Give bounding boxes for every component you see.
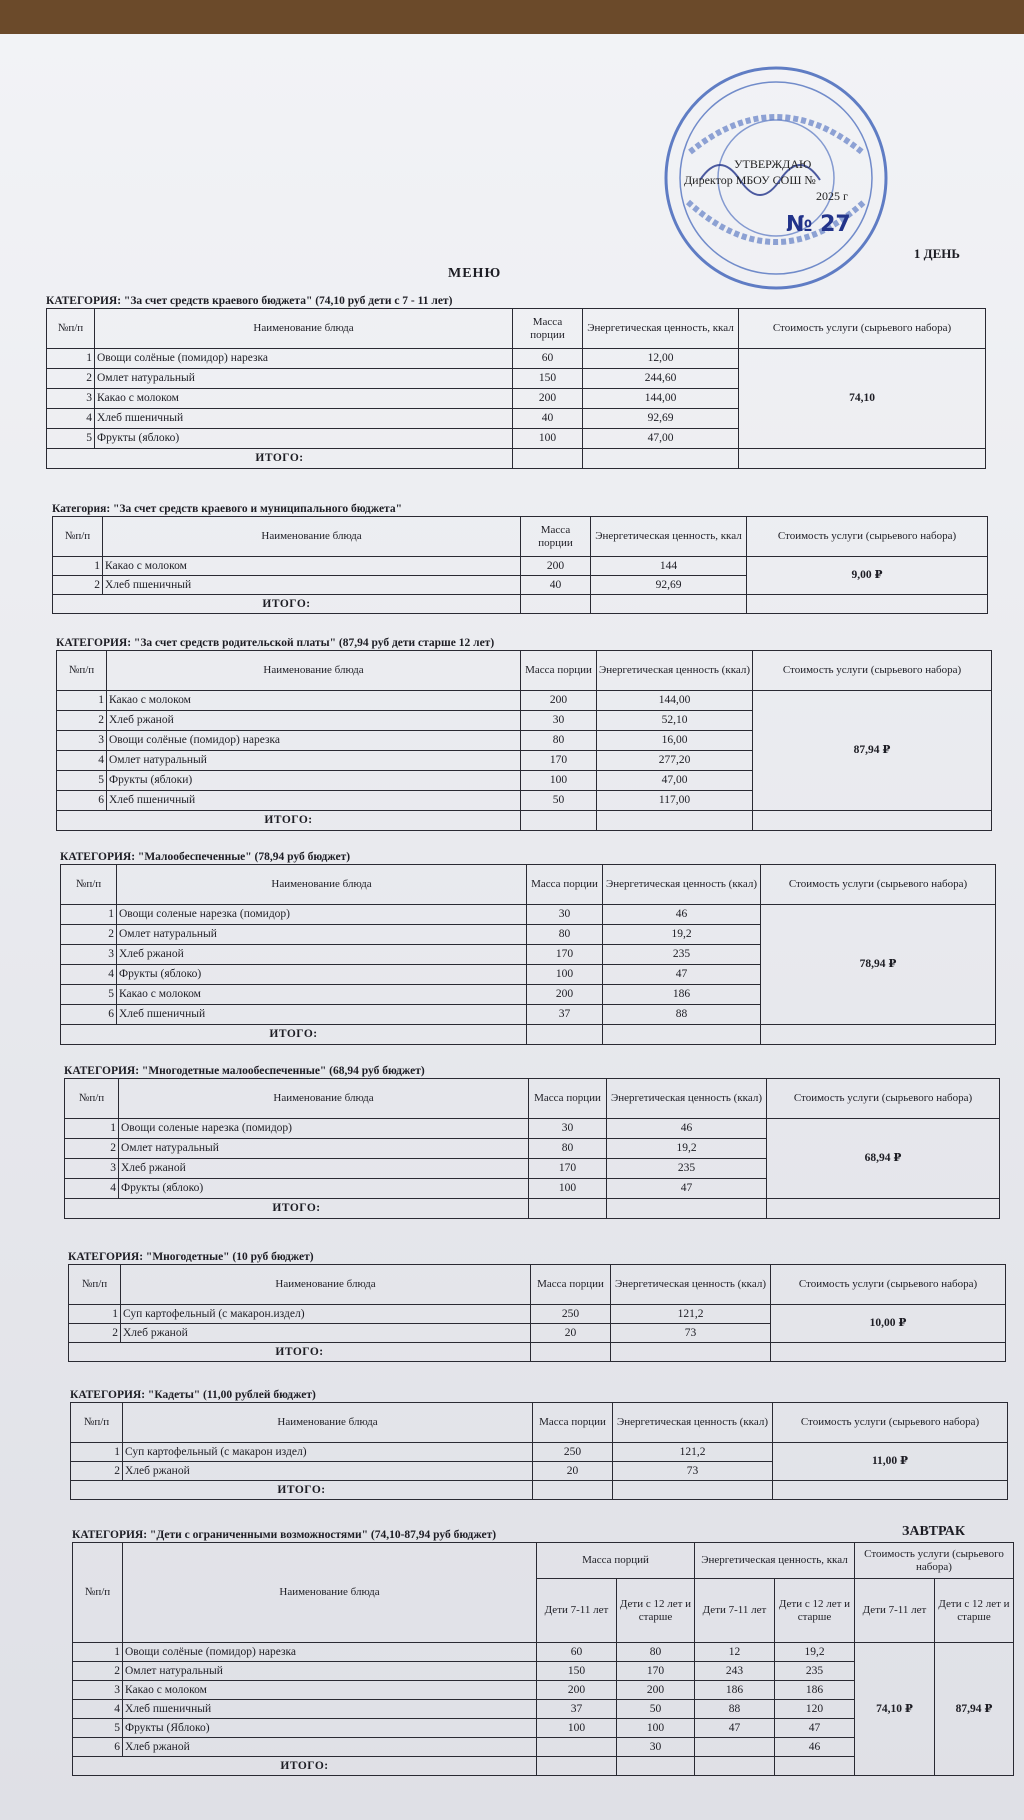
kcal-young <box>695 1738 775 1757</box>
row-num: 3 <box>65 1159 119 1179</box>
itogo-row <box>65 1199 1000 1219</box>
dish-name: Суп картофельный (с макарон.издел) <box>121 1305 531 1324</box>
mass-young: 200 <box>537 1681 617 1700</box>
row-num: 4 <box>61 965 117 985</box>
table-row <box>65 1119 1000 1139</box>
category-title: КАТЕГОРИЯ: "Малообеспеченные" (78,94 руб бюджет) <box>60 851 351 863</box>
col-num: №п/п <box>71 1403 123 1443</box>
dish-name: Какао с молоком <box>103 557 521 576</box>
kcal-old: 46 <box>775 1738 855 1757</box>
col-energy: Энергетическая ценность (ккал) <box>613 1403 773 1443</box>
category-title: КАТЕГОРИЯ: "За счет средств краевого бюджета" (74,10 руб дети с 7 - 11 лет) <box>46 295 453 307</box>
dish-mass: 40 <box>521 576 591 595</box>
dish-mass: 30 <box>529 1119 607 1139</box>
mass-young: 60 <box>537 1643 617 1662</box>
stamp-number: № 27 <box>786 212 851 237</box>
section-cat7 <box>70 1388 1008 1500</box>
col-num: №п/п <box>47 309 95 349</box>
table-row <box>57 691 992 711</box>
dish-name: Хлеб ржаной <box>123 1462 533 1481</box>
category-title: Категория: "За счет средств краевого и муниципального бюджета" <box>52 503 402 515</box>
col-num: №п/п <box>57 651 107 691</box>
row-num: 5 <box>73 1719 123 1738</box>
dish-mass: 170 <box>529 1159 607 1179</box>
col-old: Дети с 12 лет и старше <box>775 1579 855 1643</box>
dish-name: Какао с молоком <box>117 985 527 1005</box>
dish-mass: 100 <box>521 771 597 791</box>
table-row <box>71 1443 1008 1462</box>
mass-young: 37 <box>537 1700 617 1719</box>
col-cost: Стоимость услуги (сырьевого набора) <box>773 1403 1008 1443</box>
itogo-label: ИТОГО: <box>69 1343 531 1362</box>
dish-name: Хлеб ржаной <box>107 711 521 731</box>
itogo-label: ИТОГО: <box>73 1757 537 1776</box>
dish-name: Омлет натуральный <box>119 1139 529 1159</box>
itogo-row <box>57 811 992 831</box>
table-row <box>73 1643 1014 1662</box>
dish-mass: 250 <box>533 1443 613 1462</box>
dish-mass: 250 <box>531 1305 611 1324</box>
dish-mass: 150 <box>513 369 583 389</box>
category-title: КАТЕГОРИЯ: "Многодетные" (10 руб бюджет) <box>68 1251 314 1263</box>
col-name: Наименование блюда <box>107 651 521 691</box>
dish-mass: 20 <box>531 1324 611 1343</box>
section-cat8 <box>72 1528 1014 1776</box>
dish-name: Хлеб ржаной <box>117 945 527 965</box>
dish-kcal: 47,00 <box>583 429 739 449</box>
dish-kcal: 92,69 <box>591 576 747 595</box>
dish-name: Овощи соленые нарезка (помидор) <box>117 905 527 925</box>
dish-name: Овощи соленые нарезка (помидор) <box>119 1119 529 1139</box>
mass-young: 150 <box>537 1662 617 1681</box>
table-row <box>47 349 986 369</box>
col-cost: Стоимость услуги (сырьевого набора) <box>747 517 988 557</box>
mass-old: 200 <box>617 1681 695 1700</box>
row-num: 5 <box>47 429 95 449</box>
dish-kcal: 46 <box>607 1119 767 1139</box>
row-num: 1 <box>47 349 95 369</box>
dish-mass: 80 <box>529 1139 607 1159</box>
dish-kcal: 235 <box>607 1159 767 1179</box>
col-mass: Масса порции <box>521 651 597 691</box>
section-cat6 <box>68 1250 1006 1362</box>
itogo-row <box>69 1343 1006 1362</box>
dish-mass: 30 <box>527 905 603 925</box>
dish-name: Хлеб ржаной <box>121 1324 531 1343</box>
itogo-row <box>47 449 986 469</box>
dish-mass: 100 <box>513 429 583 449</box>
kcal-young: 186 <box>695 1681 775 1700</box>
section-cat5 <box>64 1064 1000 1219</box>
kcal-young: 88 <box>695 1700 775 1719</box>
itogo-row <box>71 1481 1008 1500</box>
col-num: №п/п <box>65 1079 119 1119</box>
col-name: Наименование блюда <box>121 1265 531 1305</box>
dish-kcal: 88 <box>603 1005 761 1025</box>
menu-table <box>64 1078 1000 1219</box>
dish-name: Фрукты (Яблоко) <box>123 1719 537 1738</box>
day-label: 1 ДЕНЬ <box>913 246 960 261</box>
dish-name: Овощи солёные (помидор) нарезка <box>95 349 513 369</box>
row-num: 6 <box>73 1738 123 1757</box>
approve-label: УТВЕРЖДАЮ <box>734 157 812 171</box>
row-num: 3 <box>47 389 95 409</box>
row-num: 3 <box>57 731 107 751</box>
dish-mass: 20 <box>533 1462 613 1481</box>
dish-kcal: 73 <box>613 1462 773 1481</box>
dish-name: Омлет натуральный <box>107 751 521 771</box>
menu-table <box>60 864 996 1045</box>
menu-table <box>70 1402 1008 1500</box>
dish-kcal: 144,00 <box>583 389 739 409</box>
dish-kcal: 277,20 <box>597 751 753 771</box>
row-num: 2 <box>65 1139 119 1159</box>
table-row <box>53 557 988 576</box>
price: 78,94 ₽ <box>761 905 996 1025</box>
menu-table <box>72 1542 1014 1776</box>
dish-mass: 170 <box>527 945 603 965</box>
row-num: 1 <box>65 1119 119 1139</box>
col-name: Наименование блюда <box>123 1543 537 1643</box>
col-energy: Энергетическая ценность, ккал <box>695 1543 855 1579</box>
dish-mass: 37 <box>527 1005 603 1025</box>
dish-kcal: 117,00 <box>597 791 753 811</box>
col-old: Дети с 12 лет и старше <box>935 1579 1014 1643</box>
menu-table <box>56 650 992 831</box>
itogo-label: ИТОГО: <box>57 811 521 831</box>
col-mass: Масса порции <box>531 1265 611 1305</box>
itogo-label: ИТОГО: <box>65 1199 529 1219</box>
col-num: №п/п <box>53 517 103 557</box>
dish-name: Фрукты (яблоко) <box>117 965 527 985</box>
kcal-young: 243 <box>695 1662 775 1681</box>
dish-kcal: 73 <box>611 1324 771 1343</box>
mass-old: 50 <box>617 1700 695 1719</box>
table-row <box>61 905 996 925</box>
dish-name: Хлеб пшеничный <box>107 791 521 811</box>
dish-mass: 40 <box>513 409 583 429</box>
row-num: 4 <box>57 751 107 771</box>
row-num: 3 <box>61 945 117 965</box>
row-num: 1 <box>71 1443 123 1462</box>
kcal-old: 19,2 <box>775 1643 855 1662</box>
row-num: 1 <box>73 1643 123 1662</box>
dish-mass: 100 <box>529 1179 607 1199</box>
price: 87,94 ₽ <box>753 691 992 811</box>
price-old: 87,94 ₽ <box>935 1643 1014 1776</box>
col-name: Наименование блюда <box>119 1079 529 1119</box>
col-cost: Стоимость услуги (сырьевого набора) <box>767 1079 1000 1119</box>
dish-kcal: 19,2 <box>607 1139 767 1159</box>
dish-mass: 170 <box>521 751 597 771</box>
section-cat3 <box>56 636 992 831</box>
dish-mass: 200 <box>513 389 583 409</box>
dish-kcal: 19,2 <box>603 925 761 945</box>
col-mass: Масса порции <box>513 309 583 349</box>
section-cat1 <box>46 294 986 469</box>
approval-block <box>680 156 900 204</box>
itogo-row <box>53 595 988 614</box>
row-num: 5 <box>61 985 117 1005</box>
row-num: 2 <box>71 1462 123 1481</box>
itogo-label: ИТОГО: <box>47 449 513 469</box>
itogo-label: ИТОГО: <box>53 595 521 614</box>
dish-mass: 50 <box>521 791 597 811</box>
row-num: 3 <box>73 1681 123 1700</box>
dish-name: Хлеб ржаной <box>123 1738 537 1757</box>
row-num: 1 <box>57 691 107 711</box>
col-energy: Энергетическая ценность, ккал <box>583 309 739 349</box>
menu-table <box>46 308 986 469</box>
col-energy: Энергетическая ценность (ккал) <box>607 1079 767 1119</box>
col-mass: Масса порции <box>533 1403 613 1443</box>
dish-name: Какао с молоком <box>123 1681 537 1700</box>
row-num: 2 <box>47 369 95 389</box>
meal-label: ЗАВТРАК <box>902 1524 966 1539</box>
row-num: 4 <box>73 1700 123 1719</box>
dish-mass: 80 <box>521 731 597 751</box>
mass-young: 100 <box>537 1719 617 1738</box>
col-name: Наименование блюда <box>103 517 521 557</box>
dish-kcal: 12,00 <box>583 349 739 369</box>
price: 74,10 <box>739 349 986 449</box>
approve-director: Директор МБОУ СОШ № <box>684 173 816 187</box>
kcal-old: 235 <box>775 1662 855 1681</box>
price-young: 74,10 ₽ <box>855 1643 935 1776</box>
price: 9,00 ₽ <box>747 557 988 595</box>
dish-name: Какао с молоком <box>95 389 513 409</box>
dish-mass: 200 <box>521 557 591 576</box>
dish-mass: 60 <box>513 349 583 369</box>
dish-kcal: 47,00 <box>597 771 753 791</box>
dish-mass: 80 <box>527 925 603 945</box>
row-num: 2 <box>69 1324 121 1343</box>
row-num: 4 <box>47 409 95 429</box>
category-title: КАТЕГОРИЯ: "Дети с ограниченными возможностями" (74,10-87,94 руб бюджет) <box>72 1529 497 1541</box>
kcal-young: 12 <box>695 1643 775 1662</box>
category-title: КАТЕГОРИЯ: "За счет средств родительской платы" (87,94 руб дети старше 12 лет) <box>56 637 495 649</box>
dish-name: Суп картофельный (с макарон издел) <box>123 1443 533 1462</box>
category-title: КАТЕГОРИЯ: "Кадеты" (11,00 рублей бюджет) <box>70 1389 316 1401</box>
row-num: 1 <box>69 1305 121 1324</box>
dish-name: Хлеб пшеничный <box>103 576 521 595</box>
dish-kcal: 47 <box>603 965 761 985</box>
itogo-row <box>61 1025 996 1045</box>
dish-name: Хлеб ржаной <box>119 1159 529 1179</box>
col-energy: Энергетическая ценность (ккал) <box>611 1265 771 1305</box>
dish-kcal: 144,00 <box>597 691 753 711</box>
dish-kcal: 16,00 <box>597 731 753 751</box>
col-energy: Энергетическая ценность (ккал) <box>603 865 761 905</box>
col-young: Дети 7-11 лет <box>695 1579 775 1643</box>
dish-name: Омлет натуральный <box>95 369 513 389</box>
mass-young <box>537 1738 617 1757</box>
row-num: 2 <box>73 1662 123 1681</box>
dish-name: Омлет натуральный <box>123 1662 537 1681</box>
col-name: Наименование блюда <box>123 1403 533 1443</box>
row-num: 1 <box>61 905 117 925</box>
dish-name: Фрукты (яблоко) <box>95 429 513 449</box>
mass-old: 100 <box>617 1719 695 1738</box>
itogo-label: ИТОГО: <box>71 1481 533 1500</box>
col-num: №п/п <box>73 1543 123 1643</box>
dish-mass: 100 <box>527 965 603 985</box>
col-mass: Масса порции <box>529 1079 607 1119</box>
col-num: №п/п <box>61 865 117 905</box>
col-young: Дети 7-11 лет <box>855 1579 935 1643</box>
mass-old: 170 <box>617 1662 695 1681</box>
dish-kcal: 46 <box>603 905 761 925</box>
price: 10,00 ₽ <box>771 1305 1006 1343</box>
dish-name: Хлеб пшеничный <box>95 409 513 429</box>
dish-kcal: 144 <box>591 557 747 576</box>
row-num: 4 <box>65 1179 119 1199</box>
col-young: Дети 7-11 лет <box>537 1579 617 1643</box>
dish-mass: 200 <box>527 985 603 1005</box>
col-name: Наименование блюда <box>117 865 527 905</box>
price: 68,94 ₽ <box>767 1119 1000 1199</box>
row-num: 6 <box>61 1005 117 1025</box>
dish-kcal: 47 <box>607 1179 767 1199</box>
approve-date: 2025 г <box>816 189 848 203</box>
row-num: 2 <box>57 711 107 731</box>
itogo-label: ИТОГО: <box>61 1025 527 1045</box>
kcal-young: 47 <box>695 1719 775 1738</box>
dish-mass: 30 <box>521 711 597 731</box>
row-num: 1 <box>53 557 103 576</box>
dish-name: Овощи солёные (помидор) нарезка <box>123 1643 537 1662</box>
col-cost: Стоимость услуги (сырьевого набора) <box>739 309 986 349</box>
kcal-old: 47 <box>775 1719 855 1738</box>
dish-name: Фрукты (яблоко) <box>119 1179 529 1199</box>
col-name: Наименование блюда <box>95 309 513 349</box>
dish-mass: 200 <box>521 691 597 711</box>
dish-kcal: 235 <box>603 945 761 965</box>
dish-name: Какао с молоком <box>107 691 521 711</box>
dish-name: Фрукты (яблоки) <box>107 771 521 791</box>
col-energy: Энергетическая ценность, ккал <box>591 517 747 557</box>
col-cost: Стоимость услуги (сырьевого набора) <box>855 1543 1014 1579</box>
col-cost: Стоимость услуги (сырьевого набора) <box>753 651 992 691</box>
page-title: МЕНЮ <box>448 266 502 281</box>
row-num: 5 <box>57 771 107 791</box>
kcal-old: 186 <box>775 1681 855 1700</box>
dish-kcal: 186 <box>603 985 761 1005</box>
dish-name: Хлеб пшеничный <box>117 1005 527 1025</box>
col-cost: Стоимость услуги (сырьевого набора) <box>771 1265 1006 1305</box>
section-cat2 <box>52 502 988 614</box>
section-cat4 <box>60 850 996 1045</box>
mass-old: 30 <box>617 1738 695 1757</box>
dish-kcal: 52,10 <box>597 711 753 731</box>
dish-kcal: 121,2 <box>613 1443 773 1462</box>
col-mass: Масса порций <box>537 1543 695 1579</box>
price: 11,00 ₽ <box>773 1443 1008 1481</box>
dish-kcal: 92,69 <box>583 409 739 429</box>
menu-table <box>52 516 988 614</box>
dish-name: Овощи солёные (помидор) нарезка <box>107 731 521 751</box>
col-cost: Стоимость услуги (сырьевого набора) <box>761 865 996 905</box>
col-energy: Энергетическая ценность (ккал) <box>597 651 753 691</box>
col-old: Дети с 12 лет и старше <box>617 1579 695 1643</box>
kcal-old: 120 <box>775 1700 855 1719</box>
row-num: 6 <box>57 791 107 811</box>
col-mass: Масса порции <box>521 517 591 557</box>
table-row <box>69 1305 1006 1324</box>
col-num: №п/п <box>69 1265 121 1305</box>
dish-name: Хлеб пшеничный <box>123 1700 537 1719</box>
category-title: КАТЕГОРИЯ: "Многодетные малообеспеченные" (68,94 руб бюджет) <box>64 1065 425 1077</box>
menu-table <box>68 1264 1006 1362</box>
dish-name: Омлет натуральный <box>117 925 527 945</box>
mass-old: 80 <box>617 1643 695 1662</box>
dish-kcal: 121,2 <box>611 1305 771 1324</box>
row-num: 2 <box>61 925 117 945</box>
col-mass: Масса порции <box>527 865 603 905</box>
dish-kcal: 244,60 <box>583 369 739 389</box>
row-num: 2 <box>53 576 103 595</box>
